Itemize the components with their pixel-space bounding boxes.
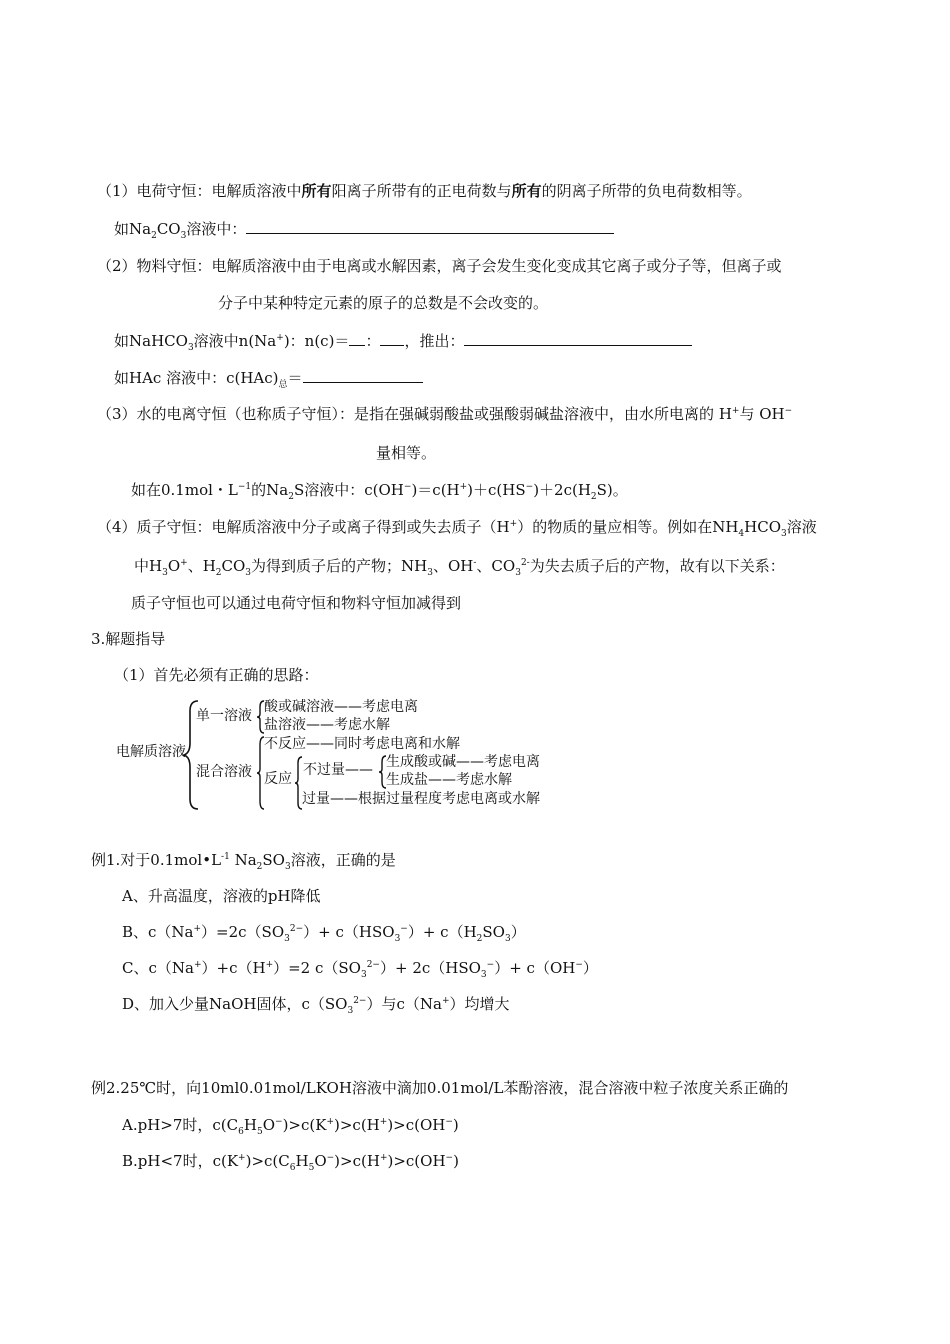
proton-conservation-line-3 <box>131 593 461 613</box>
section-heading <box>91 629 165 649</box>
answer-blank[interactable] <box>349 331 365 346</box>
text: 质子守恒也可以通过电荷守恒和物料守恒加减得到 <box>131 594 462 612</box>
text: Na <box>229 851 257 869</box>
sup: + <box>326 1117 334 1127</box>
sup: + <box>276 333 284 343</box>
section-subheading <box>114 665 319 685</box>
text: 溶液，正确的是 <box>290 851 396 869</box>
text: ） <box>582 959 598 977</box>
text: SO <box>262 851 285 869</box>
text: 、H <box>187 557 216 575</box>
text: ）与c（Na <box>366 995 442 1013</box>
water-ionization-line-2 <box>376 443 436 463</box>
sub: 2 <box>151 231 157 241</box>
text: ）均增大 <box>449 995 510 1013</box>
text: ）+c（H <box>201 959 266 977</box>
sub: 3 <box>162 568 168 578</box>
water-ionization-example <box>131 480 628 500</box>
text: 中H <box>134 557 163 575</box>
sub: 2 <box>215 568 222 578</box>
text: )>c(H <box>334 1152 380 1170</box>
sup: + <box>731 406 740 416</box>
text: B.pH<7时，c(K <box>122 1152 239 1170</box>
answer-blank[interactable] <box>464 331 692 346</box>
text: O <box>167 557 181 575</box>
sup: - <box>473 558 477 568</box>
text: ） <box>510 923 526 941</box>
sup: − <box>525 482 534 492</box>
example2-option-b[interactable] <box>122 1151 459 1171</box>
diagram-gen-acid: 生成酸或碱——考虑电离 <box>386 754 540 770</box>
answer-blank[interactable] <box>303 368 423 383</box>
text: O <box>314 1152 327 1170</box>
material-example-1 <box>114 331 692 351</box>
sub: 3 <box>360 970 367 980</box>
text: )：n(c)＝ <box>283 332 350 350</box>
sup: − <box>326 1153 335 1163</box>
diagram-single-salt: 盐溶液——考虑水解 <box>264 717 390 733</box>
text: C、c（Na <box>122 959 194 977</box>
diagram-single: 单一溶液 <box>196 708 252 724</box>
text: 溶液 <box>786 518 817 536</box>
text: 如NaHCO <box>114 332 188 350</box>
sup: + <box>193 960 202 970</box>
diagram-gen-salt: 生成盐——考虑水解 <box>386 772 512 788</box>
sub: 3 <box>180 231 187 241</box>
sub: 3 <box>394 934 401 944</box>
text: 溶液中： <box>186 220 247 238</box>
sub: 3 <box>284 934 290 944</box>
text: ）+ c（OH <box>494 959 576 977</box>
text: )＋2c(H <box>533 481 591 499</box>
sup: + <box>459 482 468 492</box>
sup: -1 <box>221 852 230 862</box>
sub: 6 <box>238 1127 244 1137</box>
text: CO <box>156 220 181 238</box>
bold-text: 所有 <box>301 182 332 200</box>
sub: 6 <box>289 1163 296 1173</box>
answer-blank[interactable] <box>380 331 404 346</box>
sup: − <box>486 960 495 970</box>
sub: 5 <box>256 1127 263 1137</box>
sub: 3 <box>504 934 511 944</box>
bold-text: 所有 <box>511 182 542 200</box>
sup: 2- <box>520 558 530 568</box>
text: 与 OH <box>739 405 785 423</box>
sub: 2 <box>288 492 294 502</box>
text: （2）物料守恒：电解质溶液中由于电离或水解因素，离子会发生变化变成其它离子或分子等，但离子或 <box>97 257 782 275</box>
text: （1）电荷守恒：电解质溶液中 <box>97 182 302 200</box>
text: ： <box>365 332 381 350</box>
sub: 2 <box>590 492 597 502</box>
text: 、CO <box>476 557 516 575</box>
diagram-root: 电解质溶液 <box>116 744 186 760</box>
material-example-2 <box>114 368 423 388</box>
text: H <box>295 1152 309 1170</box>
charge-example-line <box>114 219 614 239</box>
sub: 3 <box>347 1006 354 1016</box>
example1-option-b[interactable] <box>122 922 526 942</box>
text: B、c（Na <box>122 923 194 941</box>
text: （1）首先必须有正确的思路： <box>114 666 319 684</box>
diagram-react: 反应 <box>264 771 292 787</box>
water-ionization-line <box>97 404 792 424</box>
text: ＝ <box>287 369 303 387</box>
text: )>c(K <box>282 1116 327 1134</box>
text: O <box>262 1116 276 1134</box>
sub: 3 <box>245 568 252 578</box>
sup: 2− <box>366 960 380 970</box>
sup: − <box>400 924 408 934</box>
sub: 3 <box>427 568 433 578</box>
text: ）+ c（HSO <box>303 923 395 941</box>
text: D、加入少量NaOH固体，c（SO <box>122 995 348 1013</box>
text: ）=2c（SO <box>201 923 285 941</box>
sup: + <box>238 1153 246 1163</box>
text: SO <box>482 923 505 941</box>
text: A、升高温度，溶液的pH降低 <box>122 887 321 905</box>
text: （4）质子守恒：电解质溶液中分子或离子得到或失去质子（H <box>97 518 510 536</box>
example1-question <box>91 850 396 870</box>
example2-question <box>91 1078 788 1098</box>
text: HCO <box>744 518 781 536</box>
text: （3）水的电离守恒（也称质子守恒）：是指在强碱弱酸盐或强酸弱碱盐溶液中，由水所电离的 H <box>97 405 732 423</box>
text: CO <box>221 557 246 575</box>
sup: − <box>784 406 793 416</box>
sup: − <box>275 1117 283 1127</box>
text: )>c(OH <box>387 1152 446 1170</box>
sub: 2 <box>476 934 483 944</box>
sup: + <box>379 1153 388 1163</box>
sup: − <box>445 1153 454 1163</box>
text: 量相等。 <box>376 444 437 462</box>
answer-blank[interactable] <box>246 219 614 234</box>
diagram-single-acid: 酸或碱溶液——考虑电离 <box>264 699 418 715</box>
sub: 3 <box>284 862 291 872</box>
text: S)。 <box>596 481 628 499</box>
sup: + <box>441 996 450 1006</box>
example1-option-c[interactable] <box>122 958 598 978</box>
material-conservation-line-2 <box>218 293 548 313</box>
sub: 4 <box>738 529 745 539</box>
sub: 3 <box>187 343 194 353</box>
example2-option-a[interactable] <box>122 1115 459 1135</box>
sub: 5 <box>308 1163 315 1173</box>
text: ）的物质的量应相等。例如在NH <box>517 518 739 536</box>
text: 的Na <box>251 481 289 499</box>
diagram-excess: 过量——根据过量程度考虑电离或水解 <box>302 791 540 807</box>
material-conservation-line <box>97 256 782 276</box>
text: 如在0.1mol・L <box>131 481 238 499</box>
sup: − <box>445 1117 453 1127</box>
sup: 2− <box>353 996 367 1006</box>
text: )>c(C <box>245 1152 290 1170</box>
text: A.pH>7时，c(C <box>122 1116 239 1134</box>
diagram-no-react: 不反应——同时考虑电离和水解 <box>264 736 460 752</box>
text: 为得到质子后的产物；NH <box>251 557 428 575</box>
diagram-mixed: 混合溶液 <box>196 764 252 780</box>
text: 阳离子所带有的正电荷数与 <box>331 182 512 200</box>
text: 为失去质子后的产物，故有以下关系： <box>529 557 785 575</box>
text: ）+ 2c（HSO <box>379 959 481 977</box>
sub: 3 <box>515 568 521 578</box>
text: 溶液中n(Na <box>193 332 277 350</box>
diagram-not-excess: 不过量—— <box>303 762 373 778</box>
sub: 2 <box>256 862 263 872</box>
example1-option-d[interactable] <box>122 994 510 1014</box>
charge-conservation-line <box>97 181 752 201</box>
text: )＋c(HS <box>467 481 526 499</box>
sup: + <box>379 1117 388 1127</box>
sub: 3 <box>480 970 487 980</box>
text: ）+ c（H <box>407 923 477 941</box>
proton-conservation-line <box>97 517 817 537</box>
text: 、OH <box>432 557 474 575</box>
sub: 3 <box>781 529 787 539</box>
text: ) <box>453 1152 459 1170</box>
text: 如Na <box>114 220 152 238</box>
text: ）=2 c（SO <box>273 959 361 977</box>
sup: − <box>403 482 412 492</box>
text: 3.解题指导 <box>91 630 166 648</box>
text: 的阴离子所带的负电荷数相等。 <box>541 182 752 200</box>
proton-conservation-line-2 <box>134 556 785 576</box>
text: ，推出： <box>404 332 465 350</box>
text: 例1.对于0.1mol•L <box>91 851 222 869</box>
text: S溶液中：c(OH <box>293 481 404 499</box>
sup: + <box>193 924 202 934</box>
sup: − <box>575 960 583 970</box>
text: )>c(OH <box>387 1116 446 1134</box>
text: 分子中某种特定元素的原子的总数是不会改变的。 <box>218 294 549 312</box>
sub: 总 <box>278 380 288 390</box>
example1-option-a[interactable] <box>122 886 321 906</box>
sup: 2− <box>289 924 304 934</box>
text: H <box>243 1116 257 1134</box>
sup: −1 <box>237 482 252 492</box>
text: 例2.25℃时，向10ml0.01mol/LKOH溶液中滴加0.01mol/L苯酚溶液，混合溶液中粒子浓度关系正确的 <box>91 1079 789 1097</box>
text: )>c(H <box>334 1116 380 1134</box>
sup: + <box>180 558 188 568</box>
solution-classification-diagram <box>116 697 576 813</box>
text: )＝c(H <box>411 481 460 499</box>
sup: + <box>265 960 274 970</box>
sup: + <box>509 519 518 529</box>
text: 如HAc 溶液中：c(HAc) <box>114 369 279 387</box>
text: ) <box>452 1116 459 1134</box>
